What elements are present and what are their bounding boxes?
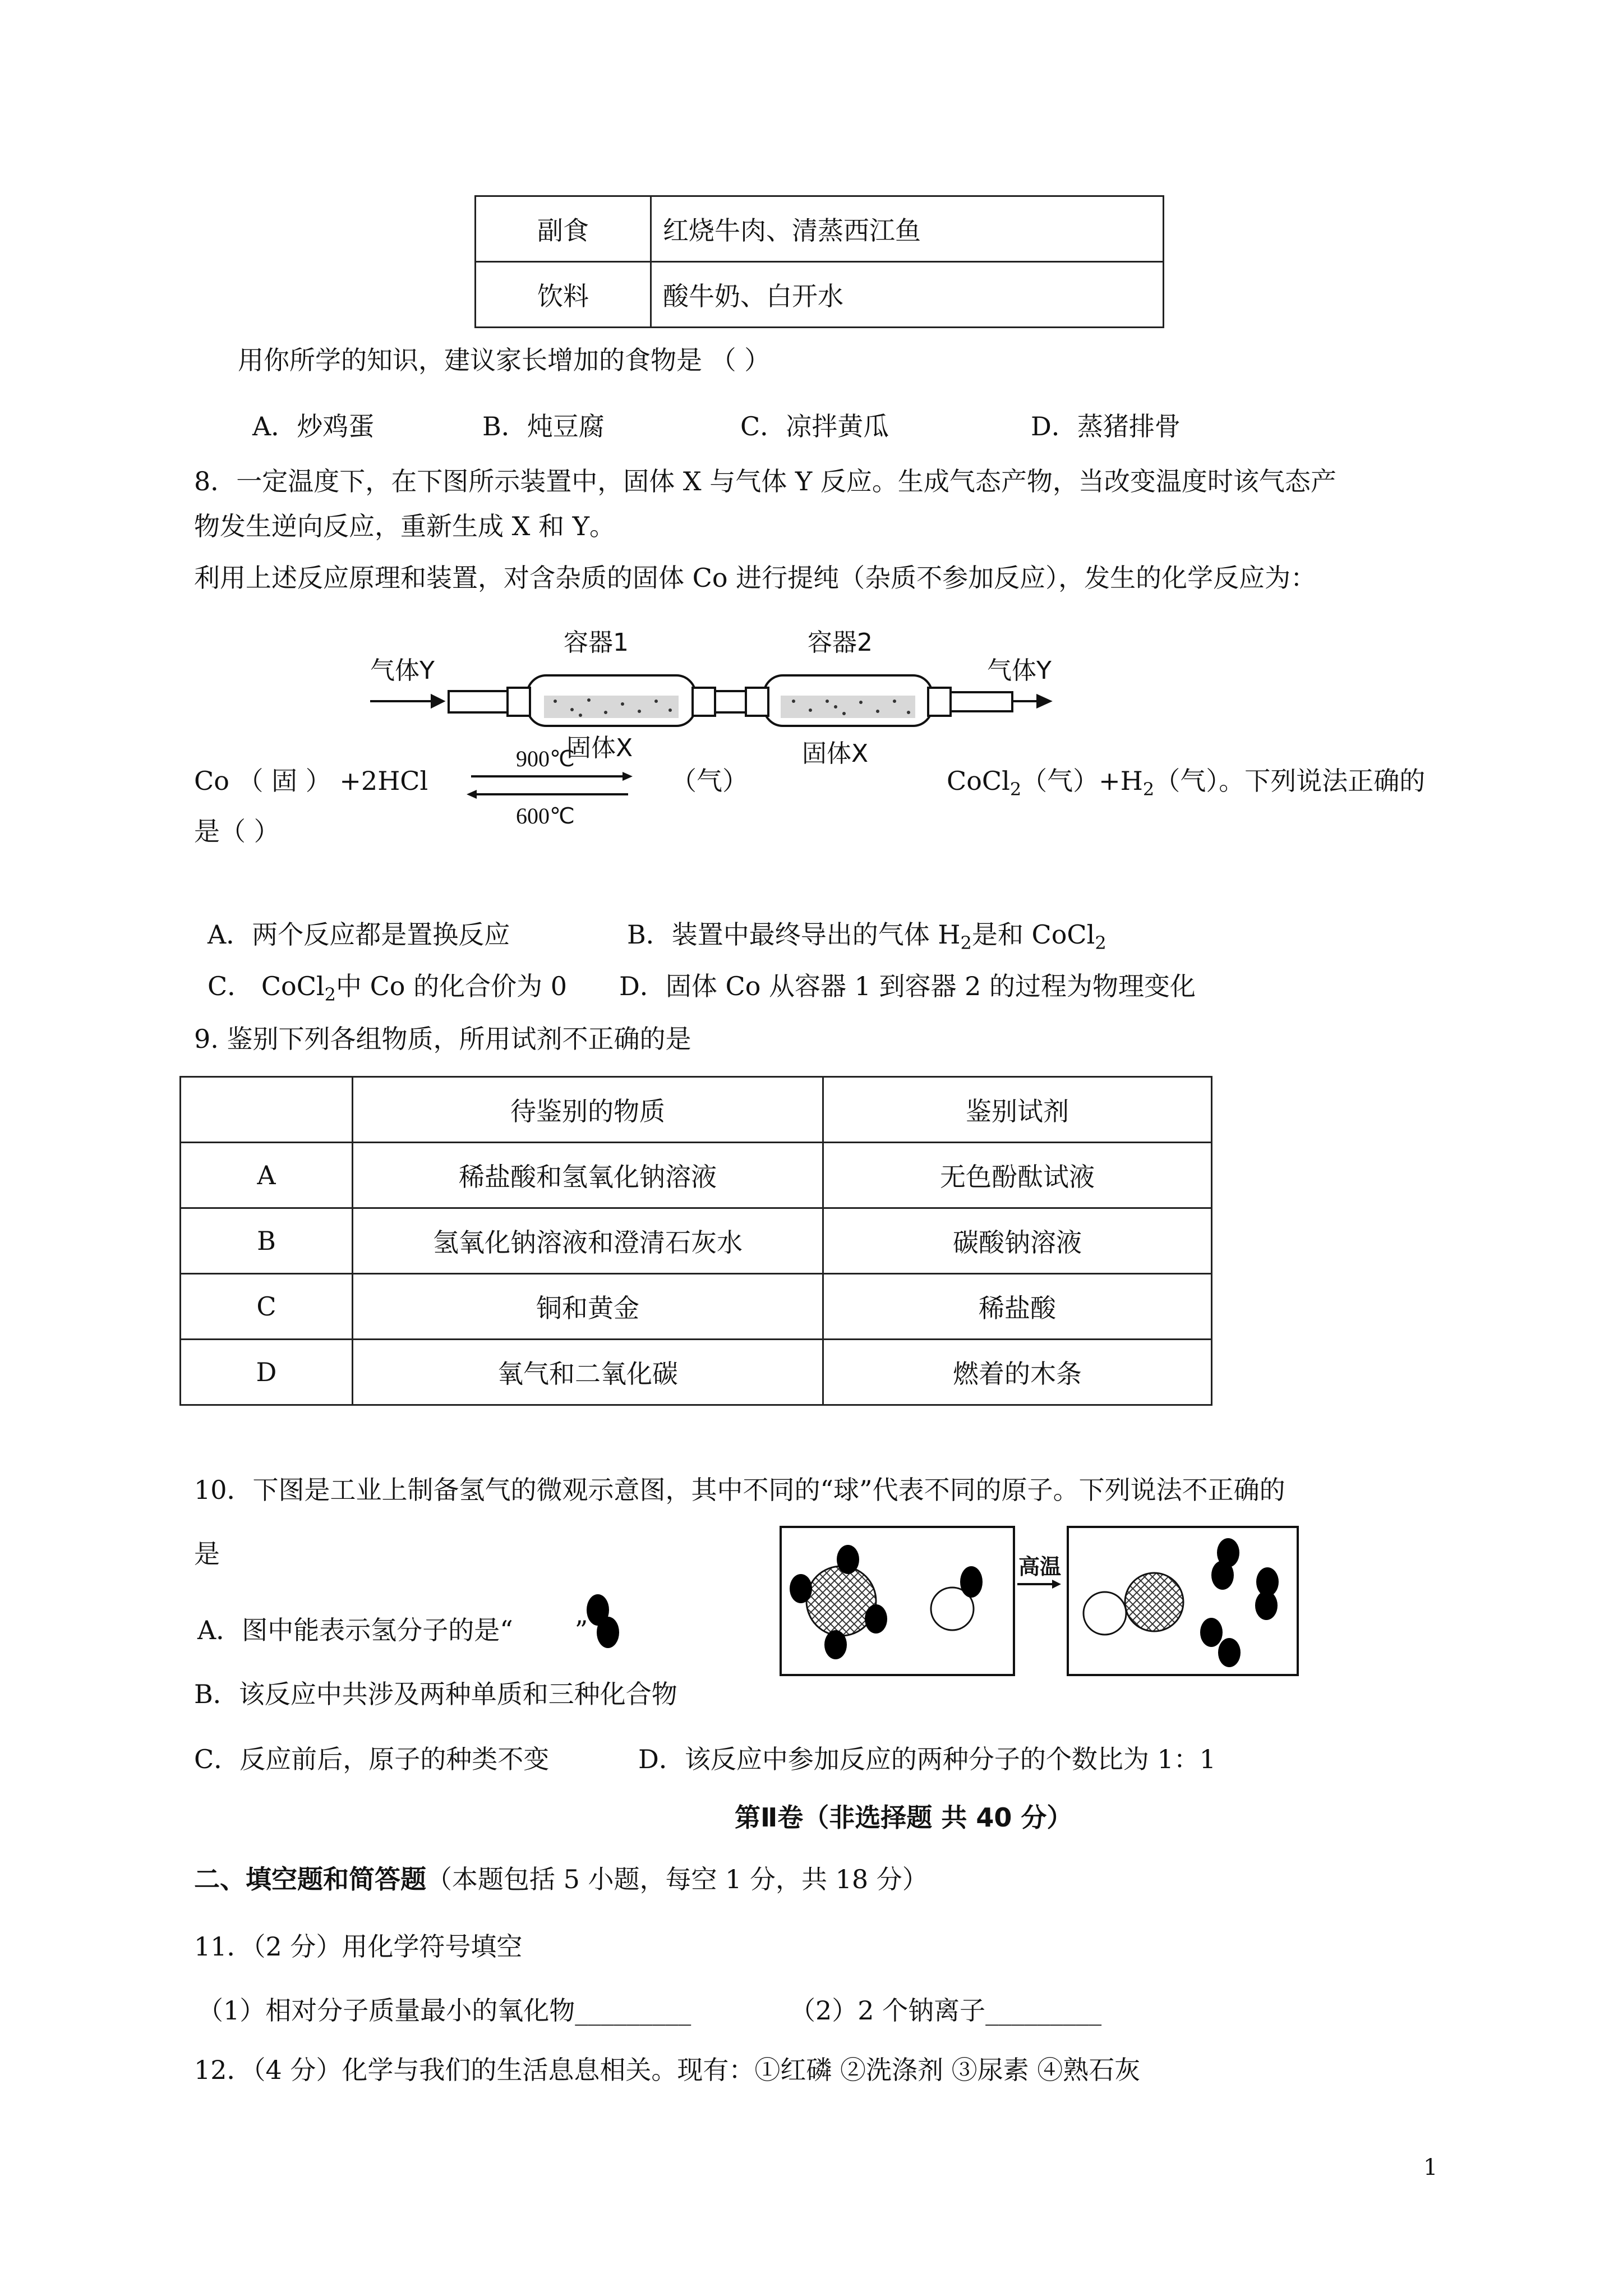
gas-out-label: 气体Y bbox=[987, 656, 1052, 685]
q7-option-d: D．蒸猪排骨 bbox=[1031, 411, 1181, 441]
q8-line2: 物发生逆向反应，重新生成 X 和 Y。 bbox=[194, 511, 615, 541]
gas-in-label: 气体Y bbox=[370, 656, 435, 685]
arrow-label: 高温 bbox=[1018, 1554, 1062, 1579]
subscript: 2 bbox=[324, 984, 336, 1005]
option-text: 是和 CoCl bbox=[971, 919, 1095, 950]
hydrogen-molecule-icon bbox=[583, 1590, 628, 1651]
q12-title: 12．（4 分）化学与我们的生活息息相关。现有：①红磷 ②洗涤剂 ③尿素 ④熟石灰 bbox=[194, 2055, 1141, 2085]
option-text: 中 Co 的化合价为 0 bbox=[335, 971, 568, 1001]
q10-option-a bbox=[197, 1613, 588, 1647]
subscript: 2 bbox=[1095, 932, 1106, 954]
part-note: （本题包括 5 小题，每空 1 分，共 18 分） bbox=[426, 1864, 928, 1894]
q8-question-text: （气）。下列说法正确的 bbox=[1154, 766, 1426, 796]
table-cell: 氧气和二氧化碳 bbox=[353, 1340, 823, 1405]
hydrogen-production-diagram bbox=[780, 1526, 1301, 1677]
q11-sub2: （2）2 个钠离子_________ bbox=[790, 1995, 1102, 2026]
table-cell: 饮料 bbox=[476, 262, 651, 328]
subscript: 2 bbox=[1009, 779, 1022, 800]
table-cell: C bbox=[181, 1274, 353, 1340]
table-cell: 红烧牛肉、清蒸西江鱼 bbox=[651, 196, 1164, 262]
q8-equation-mid: （气） bbox=[671, 766, 748, 796]
q9-title: 9. 鉴别下列各组物质，所用试剂不正确的是 bbox=[194, 1024, 691, 1054]
q7-option-c: C．凉拌黄瓜 bbox=[740, 411, 889, 441]
q8-option-c bbox=[208, 969, 567, 1011]
table-cell: 稀盐酸和氢氧化钠溶液 bbox=[353, 1143, 823, 1208]
table-cell: 铜和黄金 bbox=[353, 1274, 823, 1340]
option-text: ” bbox=[574, 1615, 588, 1645]
q10-line1: 10．下图是工业上制备氢气的微观示意图，其中不同的“球”代表不同的原子。下列说法不正确的 bbox=[194, 1475, 1285, 1505]
table-cell: B bbox=[181, 1208, 353, 1274]
q8-option-a: A．两个反应都是置换反应 bbox=[208, 919, 510, 950]
page-number: 1 bbox=[1423, 2155, 1438, 2180]
table-cell: 碳酸钠溶液 bbox=[823, 1208, 1212, 1274]
q8-equation-right bbox=[947, 764, 1425, 806]
q11-sub1: （1）相对分子质量最小的氧化物_________ bbox=[197, 1995, 691, 2026]
q11-title: 11．（2 分）用化学符号填空 bbox=[194, 1931, 523, 1962]
subscript: 2 bbox=[960, 932, 972, 954]
q8-option-d: D．固体 Co 从容器 1 到容器 2 的过程为物理变化 bbox=[619, 971, 1196, 1001]
solid1-label: 固体X bbox=[566, 734, 633, 762]
table-cell: 燃着的木条 bbox=[823, 1340, 1212, 1405]
subscript: 2 bbox=[1142, 779, 1155, 800]
cocl-text: CoCl bbox=[947, 766, 1010, 796]
table-row bbox=[181, 1208, 1212, 1274]
q10-option-c: C．反应前后，原子的种类不变 bbox=[194, 1744, 550, 1774]
q10-option-b: B．该反应中共涉及两种单质和三种化合物 bbox=[194, 1679, 677, 1709]
temp-top-label: 900℃ bbox=[516, 746, 575, 771]
q7-option-a: A．炒鸡蛋 bbox=[252, 411, 375, 441]
table-header: 待鉴别的物质 bbox=[353, 1077, 823, 1143]
q8-line1: 8．一定温度下，在下图所示装置中，固体 X 与气体 Y 反应。生成气态产物，当改变温度时该气态产 bbox=[194, 466, 1336, 496]
table-cell: 无色酚酞试液 bbox=[823, 1143, 1212, 1208]
table-cell: D bbox=[181, 1340, 353, 1405]
table-header-row bbox=[181, 1077, 1212, 1143]
q10-line2: 是 bbox=[194, 1539, 220, 1569]
table-cell: 稀盐酸 bbox=[823, 1274, 1212, 1340]
part-title: 二、填空题和简答题 bbox=[194, 1864, 426, 1894]
table-row bbox=[181, 1274, 1212, 1340]
option-text: A．图中能表示氢分子的是“ bbox=[197, 1615, 513, 1645]
table-cell: A bbox=[181, 1143, 353, 1208]
solid2-label: 固体X bbox=[802, 739, 869, 768]
table-cell: 副食 bbox=[476, 196, 651, 262]
table-cell: 氢氧化钠溶液和澄清石灰水 bbox=[353, 1208, 823, 1274]
h-text: （气）+H bbox=[1021, 766, 1143, 796]
section-title: 第Ⅱ卷（非选择题 共 40 分） bbox=[735, 1802, 1073, 1833]
q7-option-b: B．炖豆腐 bbox=[482, 411, 605, 441]
container1-label: 容器1 bbox=[564, 628, 629, 657]
q8-option-b bbox=[627, 918, 1106, 960]
table-row bbox=[476, 196, 1164, 262]
part-heading bbox=[194, 1862, 928, 1896]
q7-question: 用你所学的知识，建议家长增加的食物是 （ ） bbox=[238, 345, 771, 375]
q8-line-end: 是（ ） bbox=[194, 816, 280, 846]
container2-label: 容器2 bbox=[808, 628, 873, 657]
option-text: B．装置中最终导出的气体 H bbox=[627, 919, 961, 950]
temp-bottom-label: 600℃ bbox=[516, 803, 575, 829]
table-row bbox=[476, 262, 1164, 328]
table-row bbox=[181, 1340, 1212, 1405]
table-header: 鉴别试剂 bbox=[823, 1077, 1212, 1143]
identification-table bbox=[179, 1076, 1212, 1406]
menu-table bbox=[474, 195, 1164, 328]
q8-equation-left: Co （ 固 ） +2HCl bbox=[194, 766, 428, 796]
table-cell: 酸牛奶、白开水 bbox=[651, 262, 1164, 328]
q10-option-d: D．该反应中参加反应的两种分子的个数比为 1：1 bbox=[638, 1744, 1216, 1774]
q8-line3: 利用上述反应原理和装置，对含杂质的固体 Co 进行提纯（杂质不参加反应），发生的化学反应为： bbox=[194, 563, 1317, 593]
table-row bbox=[181, 1143, 1212, 1208]
option-text: C． CoCl bbox=[208, 971, 325, 1001]
table-header bbox=[181, 1077, 353, 1143]
